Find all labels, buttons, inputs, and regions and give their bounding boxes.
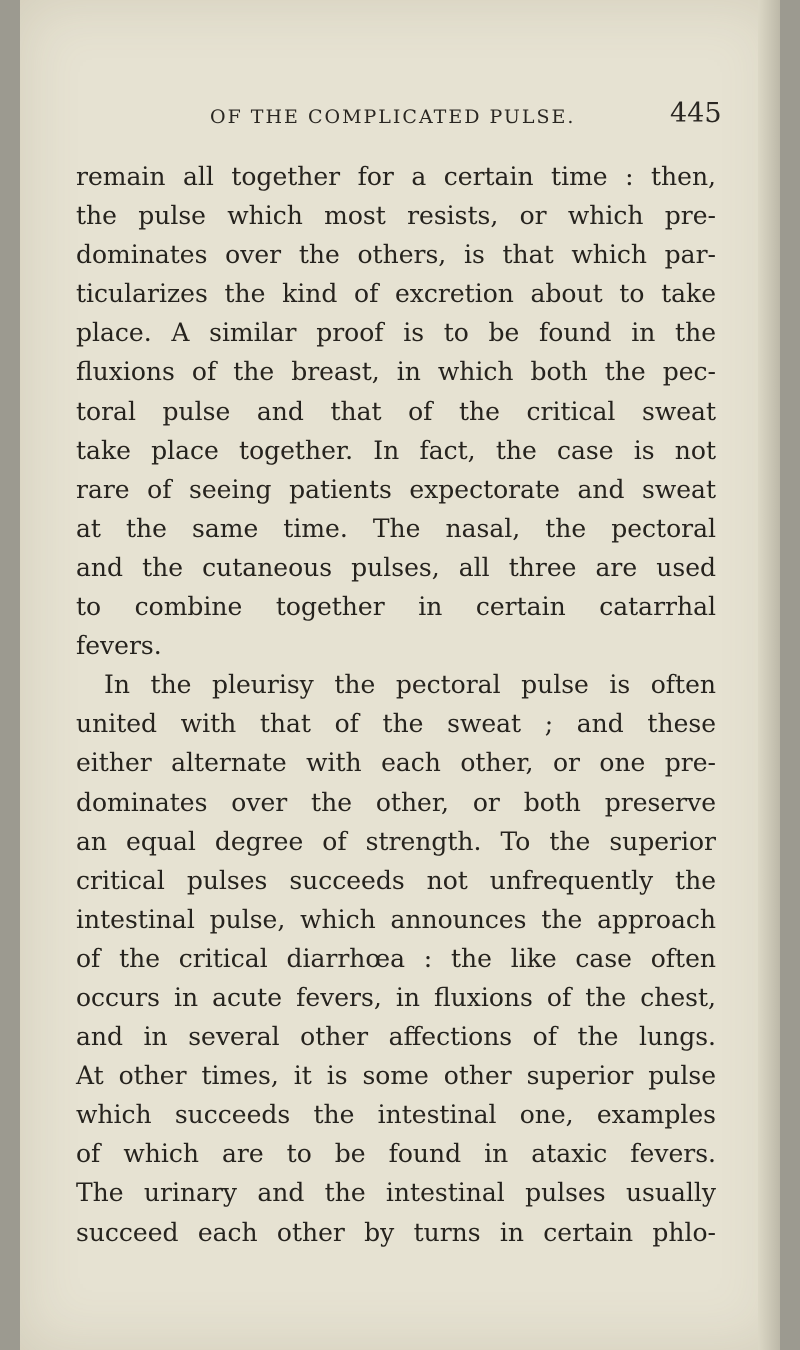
text-line: At other times, it is some other superior pulse bbox=[76, 1061, 716, 1091]
text-line: dominates over the others, is that which par- bbox=[76, 240, 716, 270]
page-header bbox=[20, 96, 780, 136]
running-head: OF THE COMPLICATED PULSE. bbox=[210, 106, 576, 128]
text-line: occurs in acute fevers, in fluxions of the chest, bbox=[76, 982, 716, 1012]
text-line: dominates over the other, or both preserve bbox=[76, 787, 716, 817]
text-line: toral pulse and that of the critical sweat bbox=[76, 396, 716, 426]
text-line: critical pulses succeeds not unfrequently the bbox=[76, 865, 716, 895]
text-line: at the same time. The nasal, the pectoral bbox=[76, 513, 716, 543]
text-line: an equal degree of strength. To the superior bbox=[76, 826, 716, 856]
text-line: place. A similar proof is to be found in the bbox=[76, 318, 716, 348]
text-line: and the cutaneous pulses, all three are used bbox=[76, 552, 716, 582]
text-line: remain all together for a certain time : then, bbox=[76, 162, 716, 191]
text-line: The urinary and the intestinal pulses usually bbox=[76, 1178, 716, 1208]
text-line: succeed each other by turns in certain phlo- bbox=[76, 1217, 716, 1247]
text-line: either alternate with each other, or one pre- bbox=[76, 748, 716, 778]
page-number: 445 bbox=[670, 98, 722, 129]
body-text bbox=[76, 157, 716, 1252]
text-line: fevers. bbox=[76, 631, 162, 661]
text-line: intestinal pulse, which announces the approach bbox=[76, 904, 716, 934]
text-line: ticularizes the kind of excretion about to take bbox=[76, 279, 716, 309]
text-line: fluxions of the breast, in which both the pec- bbox=[76, 357, 716, 387]
text-line: to combine together in certain catarrhal bbox=[76, 592, 716, 622]
text-line: which succeeds the intestinal one, examples bbox=[76, 1100, 716, 1130]
text-line: united with that of the sweat ; and these bbox=[76, 709, 716, 739]
text-line: of the critical diarrhœa : the like case often bbox=[76, 943, 716, 973]
text-line: take place together. In fact, the case is not bbox=[76, 435, 716, 465]
page-edge bbox=[758, 0, 780, 1350]
book-page bbox=[20, 0, 780, 1350]
text-line: and in several other affections of the lungs. bbox=[76, 1022, 716, 1052]
text-line: rare of seeing patients expectorate and sweat bbox=[76, 474, 716, 504]
text-line: the pulse which most resists, or which pre- bbox=[76, 201, 716, 231]
text-line: of which are to be found in ataxic fevers. bbox=[76, 1139, 716, 1169]
text-line: In the pleurisy the pectoral pulse is often bbox=[104, 670, 716, 700]
